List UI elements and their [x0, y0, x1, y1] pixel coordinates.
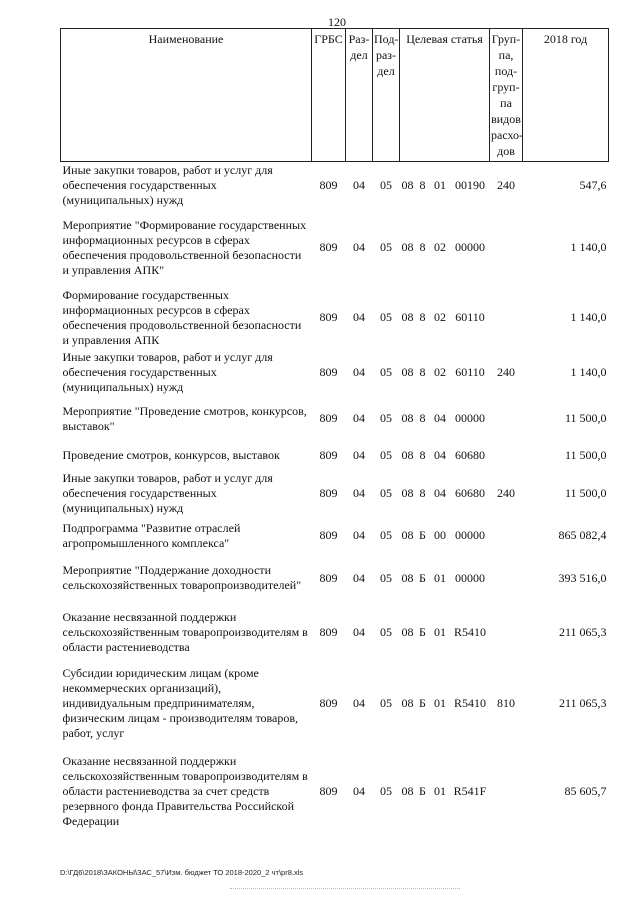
- cell-p4: 60680: [455, 485, 485, 500]
- cell-p4: 60110: [455, 364, 485, 379]
- cell-grbs: 809: [319, 485, 338, 500]
- table-row: [61, 664, 609, 743]
- cell-p3: 01: [434, 625, 446, 639]
- cell-p3: 01: [434, 695, 446, 710]
- cell-razdel: 04: [353, 310, 365, 324]
- table-row: [61, 555, 609, 602]
- cell-p3: 04: [434, 448, 446, 462]
- cell-name: Мероприятие "Формирование государственных информационных ресурсов в сферах обеспечения продовольственной безопасности и управления АПК": [62, 217, 307, 277]
- cell-vr: [490, 517, 523, 555]
- cell-grbs: 809: [319, 240, 338, 254]
- table-row: [61, 442, 609, 470]
- cell-amount: 11 500,0: [564, 448, 607, 462]
- file-path-footer: D:\ГД6\2018\ЗАКОНЫ\ЗАС_57\Изм. бюджет ТО 2018-2020_2 чт\pr8.xls: [60, 868, 304, 877]
- cell-p4: 00000: [455, 240, 485, 254]
- cell-razdel: 04: [353, 448, 365, 462]
- cell-razdel: 04: [353, 364, 365, 379]
- cell-p4: 00000: [455, 570, 485, 585]
- cell-razdel: 04: [353, 240, 365, 254]
- cell-p1: 08: [401, 240, 414, 254]
- cell-p4: 60680: [455, 448, 485, 462]
- cell-p2: 8: [419, 177, 426, 192]
- scan-artifact: [230, 888, 460, 891]
- cell-grbs: 809: [319, 570, 338, 585]
- cell-name: Подпрограмма "Развитие отраслей агропромышленного комплекса": [62, 520, 241, 550]
- cell-p1: 08: [401, 625, 414, 639]
- cell-p3: 02: [434, 364, 446, 379]
- cell-p4: R541F: [453, 784, 487, 798]
- cell-amount: 211 065,3: [558, 695, 607, 710]
- cell-p2: 8: [419, 240, 426, 254]
- cell-p1: 08: [401, 411, 414, 425]
- header-grbs: ГРБС: [312, 29, 346, 162]
- table-row: [61, 287, 609, 349]
- cell-p2: 8: [419, 485, 426, 500]
- cell-p3: 04: [434, 485, 446, 500]
- table-row: [61, 209, 609, 287]
- cell-grbs: 809: [319, 528, 338, 542]
- cell-podrazdel: 05: [380, 485, 392, 500]
- cell-p4: R5410: [454, 695, 487, 710]
- cell-podrazdel: 05: [380, 177, 392, 192]
- cell-amount: 85 605,7: [564, 784, 607, 798]
- table-row: [61, 743, 609, 841]
- cell-name: Формирование государственных информационных ресурсов в сферах обеспечения продовольственной безопасности и управления АПК: [62, 287, 302, 347]
- cell-grbs: 809: [319, 364, 338, 379]
- cell-amount: 11 500,0: [564, 485, 607, 500]
- cell-podrazdel: 05: [380, 625, 392, 639]
- cell-podrazdel: 05: [380, 448, 392, 462]
- cell-podrazdel: 05: [380, 240, 392, 254]
- cell-amount: 1 140,0: [570, 240, 607, 254]
- cell-podrazdel: 05: [380, 364, 392, 379]
- cell-grbs: 809: [319, 310, 338, 324]
- cell-p2: 8: [419, 448, 426, 462]
- cell-p3: 01: [434, 570, 446, 585]
- header-name: Наименование: [61, 29, 312, 162]
- cell-vr: 240: [497, 177, 516, 192]
- cell-name: Оказание несвязанной поддержки сельскохозяйственным товаропроизводителям в области растениеводства за счет средств резервного фонда Правительства Российской Федерации: [62, 754, 308, 828]
- cell-razdel: 04: [353, 695, 365, 710]
- header-subsection: Под- раз- дел: [373, 29, 400, 162]
- table-row: [61, 349, 609, 396]
- cell-vr: [490, 287, 523, 349]
- cell-grbs: 809: [319, 784, 338, 798]
- cell-grbs: 809: [319, 177, 338, 192]
- cell-name: Мероприятие "Поддержание доходности сельскохозяйственных товаропроизводителей": [62, 563, 302, 592]
- cell-p4: 00190: [455, 177, 485, 192]
- cell-p1: 08: [401, 695, 414, 710]
- cell-vr: 810: [497, 695, 516, 710]
- cell-amount: 1 140,0: [570, 364, 607, 379]
- cell-razdel: 04: [353, 784, 365, 798]
- header-year: 2018 год: [523, 29, 609, 162]
- cell-p2: 8: [419, 364, 426, 379]
- table-row: [61, 470, 609, 517]
- cell-p1: 08: [401, 570, 414, 585]
- cell-p1: 08: [401, 784, 414, 798]
- cell-name: Иные закупки товаров, работ и услуг для обеспечения государственных (муниципальных) нужд: [62, 162, 273, 207]
- cell-p2: Б: [419, 695, 426, 710]
- table-row: [61, 602, 609, 664]
- cell-p2: Б: [419, 528, 426, 542]
- cell-grbs: 809: [319, 695, 338, 710]
- cell-razdel: 04: [353, 570, 365, 585]
- cell-amount: 11 500,0: [564, 411, 607, 425]
- cell-name: Иные закупки товаров, работ и услуг для обеспечения государственных (муниципальных) нужд: [62, 470, 273, 515]
- cell-grbs: 809: [319, 625, 338, 639]
- cell-name: Субсидии юридическим лицам (кроме некоммерческих организаций), индивидуальным предпринимателям, физическим лицам - производителям товаров, работ, услуг: [62, 665, 299, 740]
- table-row: [61, 162, 609, 209]
- cell-amount: 865 082,4: [558, 528, 607, 542]
- table-body: [61, 162, 609, 841]
- cell-vr: [490, 555, 523, 602]
- cell-p1: 08: [401, 310, 414, 324]
- budget-table: [60, 28, 609, 841]
- header-target-item: Целевая статья: [400, 29, 490, 162]
- cell-razdel: 04: [353, 528, 365, 542]
- cell-p3: 00: [434, 528, 446, 542]
- cell-podrazdel: 05: [380, 695, 392, 710]
- cell-p3: 01: [434, 784, 446, 798]
- cell-p2: Б: [419, 784, 426, 798]
- cell-podrazdel: 05: [380, 784, 392, 798]
- cell-vr: [490, 743, 523, 841]
- cell-razdel: 04: [353, 625, 365, 639]
- cell-amount: 1 140,0: [570, 310, 607, 324]
- header-section: Раз- дел: [346, 29, 373, 162]
- cell-p1: 08: [401, 177, 414, 192]
- cell-razdel: 04: [353, 485, 365, 500]
- cell-grbs: 809: [319, 411, 338, 425]
- cell-p4: 00000: [455, 411, 485, 425]
- header-row: [61, 29, 609, 162]
- cell-p1: 08: [401, 364, 414, 379]
- cell-razdel: 04: [353, 177, 365, 192]
- cell-grbs: 809: [319, 448, 338, 462]
- cell-name: Проведение смотров, конкурсов, выставок: [62, 448, 280, 462]
- cell-vr: 240: [497, 485, 516, 500]
- cell-name: Мероприятие "Проведение смотров, конкурсов, выставок": [62, 403, 307, 433]
- cell-podrazdel: 05: [380, 411, 392, 425]
- cell-amount: 211 065,3: [558, 625, 607, 639]
- table-row: [61, 517, 609, 555]
- cell-podrazdel: 05: [380, 310, 392, 324]
- cell-p1: 08: [401, 448, 414, 462]
- cell-p4: R5410: [454, 625, 487, 639]
- cell-p3: 04: [434, 411, 446, 425]
- cell-podrazdel: 05: [380, 570, 392, 585]
- cell-amount: 393 516,0: [558, 570, 607, 585]
- cell-vr: [490, 442, 523, 470]
- cell-vr: 240: [497, 364, 516, 379]
- cell-p3: 01: [434, 177, 446, 192]
- cell-p1: 08: [401, 528, 414, 542]
- cell-p3: 02: [434, 310, 446, 324]
- cell-p2: Б: [419, 625, 426, 639]
- header-expense-type: Груп- па, под- груп- па видов расхо- дов: [490, 29, 523, 162]
- cell-amount: 547,6: [579, 177, 607, 192]
- cell-podrazdel: 05: [380, 528, 392, 542]
- cell-vr: [490, 396, 523, 442]
- cell-name: Иные закупки товаров, работ и услуг для обеспечения государственных (муниципальных) нужд: [62, 349, 273, 394]
- cell-p2: Б: [419, 570, 426, 585]
- table-row: [61, 396, 609, 442]
- cell-p2: 8: [419, 411, 426, 425]
- cell-vr: [490, 602, 523, 664]
- cell-p1: 08: [401, 485, 414, 500]
- cell-p2: 8: [419, 310, 426, 324]
- cell-p3: 02: [434, 240, 446, 254]
- cell-vr: [490, 209, 523, 287]
- cell-razdel: 04: [353, 411, 365, 425]
- page-number: 120: [328, 15, 346, 29]
- cell-name: Оказание несвязанной поддержки сельскохозяйственным товаропроизводителям в области растениеводства: [62, 610, 308, 654]
- cell-p4: 00000: [455, 528, 485, 542]
- cell-p4: 60110: [455, 310, 485, 324]
